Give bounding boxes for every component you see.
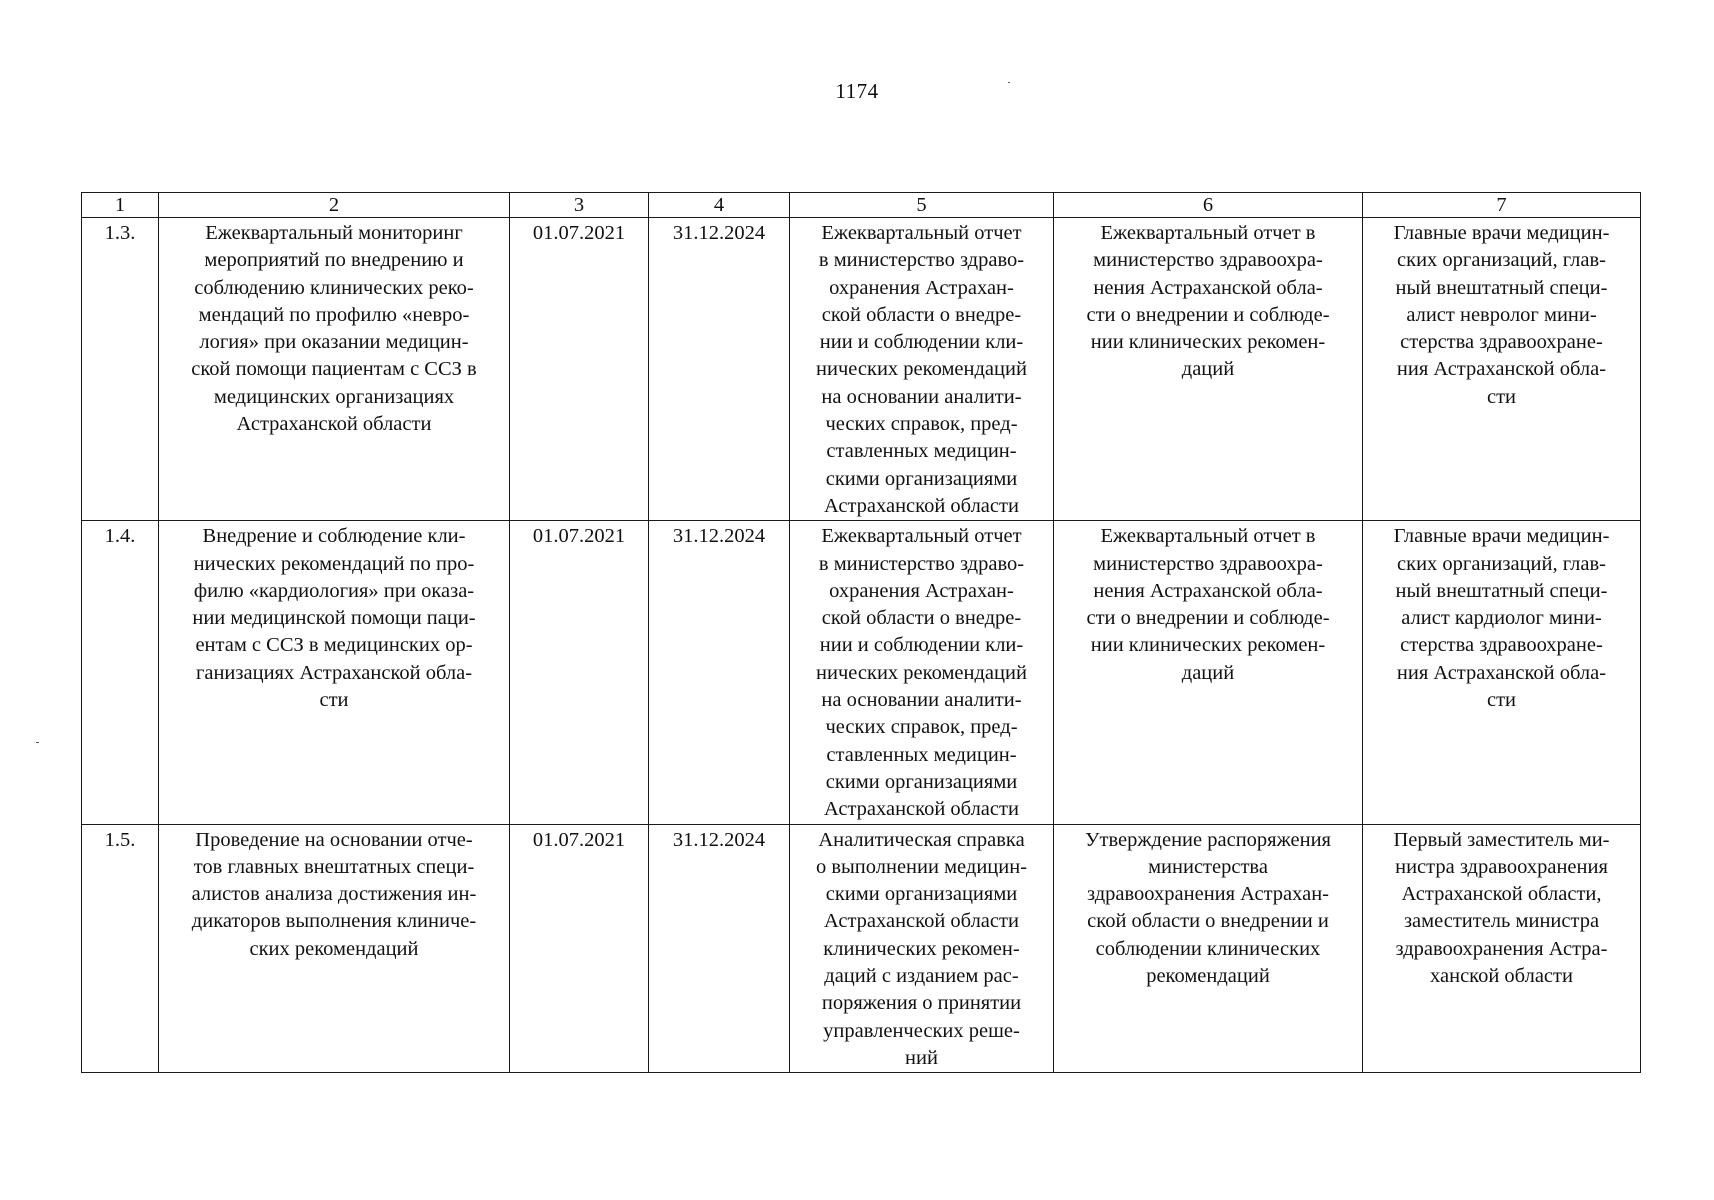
end-date-cell: [649, 218, 790, 521]
table-header-row: [82, 193, 1641, 218]
activity-cell: [159, 824, 510, 1073]
responsible-cell: [1363, 824, 1641, 1073]
scan-mark: [36, 742, 39, 743]
responsible-text: Главные врачи медицин- ских организаций, глав- ный внештатный специ- алист кардиолог мини- стерства здравоохране- ния Астраханской обла- сти: [1393, 525, 1610, 712]
result-text: Аналитическая справка о выполнении медицин- скими организациями Астраханской области клинических рекомен- даций с изданием рас- поряжения о принятии управленческих реше- ний: [815, 828, 1028, 1069]
scan-mark: [1008, 82, 1010, 83]
result-text: Ежеквартальный отчет в министерство здраво- охранения Астрахан- ской области о внедре- нии и соблюдении кли- нических рекомендаций на основании аналити- ческих справок, пред- ставленных медицин- скими организациями Астраханской области: [816, 222, 1027, 517]
control-text: Утверждение распоряжения министерства здравоохранения Астрахан- ской области о внедрении и соблюдении клинических рекомендаций: [1085, 828, 1331, 988]
control-text: Ежеквартальный отчет в министерство здравоохра- нения Астраханской обла- сти о внедрении и соблюде- нии клинических рекомен- даций: [1086, 222, 1330, 381]
item-number-cell: [82, 521, 159, 824]
column-header: 1: [82, 193, 159, 218]
column-header: 7: [1363, 193, 1641, 218]
column-header: 3: [510, 193, 649, 218]
activity-text: Ежеквартальный мониторинг мероприятий по внедрению и соблюдению клинических реко- мендаций по профилю «невро- логия» при оказании медицин- ской помощи пациентам с ССЗ в медицинских организациях Астраханской области: [191, 222, 477, 436]
end-date-cell: [649, 521, 790, 824]
start-date-cell: [510, 824, 649, 1073]
column-header: 6: [1054, 193, 1363, 218]
end-date-cell: [649, 824, 790, 1073]
table-row: [82, 521, 1641, 824]
item-number-cell: [82, 824, 159, 1073]
activity-text: Внедрение и соблюдение кли- нических рекомендаций по про- филю «кардиология» при оказа- нии медицинской помощи паци- ентам с ССЗ в медицинских ор- ганизациях Астраханской обла- сти: [192, 525, 476, 712]
column-header: 4: [649, 193, 790, 218]
result-cell: [790, 824, 1054, 1073]
start-date: 01.07.2021: [532, 525, 626, 548]
start-date-cell: [510, 521, 649, 824]
column-header: 5: [790, 193, 1054, 218]
control-cell: [1054, 521, 1363, 824]
result-text: Ежеквартальный отчет в министерство здраво- охранения Астрахан- ской области о внедре- нии и соблюдении кли- нических рекомендаций на основании аналити- ческих справок, пред- ставленных медицин- скими организациями Астраханской области: [816, 525, 1027, 821]
responsible-cell: [1363, 521, 1641, 824]
control-text: Ежеквартальный отчет в министерство здравоохра- нения Астраханской обла- сти о внедрении и соблюде- нии клинических рекомен- даций: [1086, 525, 1330, 684]
result-cell: [790, 521, 1054, 824]
result-cell: [790, 218, 1054, 521]
item-number: 1.4.: [104, 525, 136, 548]
activity-cell: [159, 521, 510, 824]
item-number: 1.3.: [104, 222, 136, 244]
responsible-cell: [1363, 218, 1641, 521]
page-number: 1174: [835, 79, 879, 103]
item-number: 1.5.: [104, 828, 136, 851]
item-number-cell: [82, 218, 159, 521]
end-date: 31.12.2024: [672, 525, 766, 548]
control-cell: [1054, 218, 1363, 521]
table-row: [82, 824, 1641, 1073]
responsible-text: Первый заместитель ми- нистра здравоохранения Астраханской области, заместитель министра здравоохранения Астра- ханской области: [1393, 828, 1610, 988]
column-header: 2: [159, 193, 510, 218]
start-date: 01.07.2021: [532, 222, 626, 244]
responsible-text: Главные врачи медицин- ских организаций, глав- ный внештатный специ- алист невролог мини- стерства здравоохране- ния Астраханской обла- сти: [1393, 222, 1610, 408]
table-row: [82, 218, 1641, 521]
start-date-cell: [510, 218, 649, 521]
plan-table: [81, 192, 1641, 1073]
end-date: 31.12.2024: [672, 222, 766, 244]
end-date: 31.12.2024: [672, 828, 766, 851]
control-cell: [1054, 824, 1363, 1073]
activity-cell: [159, 218, 510, 521]
start-date: 01.07.2021: [532, 828, 626, 851]
activity-text: Проведение на основании отче- тов главных внештатных специ- алистов анализа достижения ин- дикаторов выполнения клиниче- ских рекомендаций: [191, 828, 477, 960]
